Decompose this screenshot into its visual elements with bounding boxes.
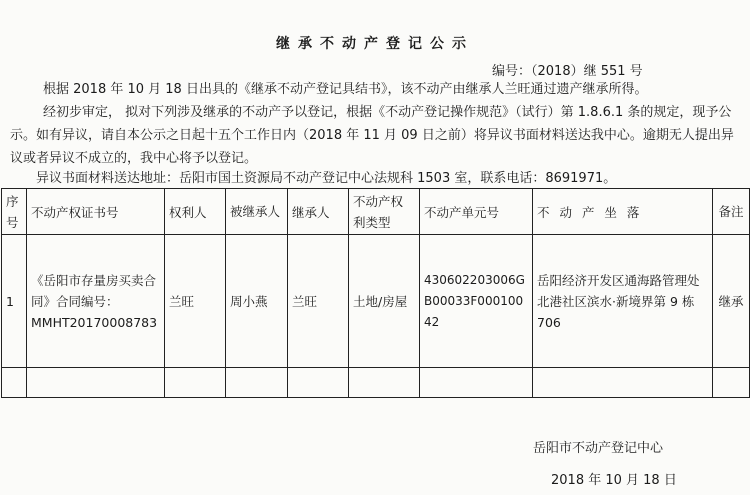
- cell-heir: 兰旺: [288, 235, 349, 368]
- page-title: 继承不动产登记公示: [276, 36, 474, 52]
- cell-decedent: 周小燕: [226, 235, 288, 368]
- document-number: 编号：（2018）继 551 号: [492, 64, 643, 79]
- cell-unit: 430602203006GB00033F00010042: [420, 235, 533, 368]
- table-row-empty: [2, 368, 750, 398]
- header-seq: 序号: [2, 189, 27, 235]
- cell-seq: 1: [2, 235, 27, 368]
- cell-location: 岳阳经济开发区通海路管理处北港社区滨水·新境界第 9 栋 706: [533, 235, 713, 368]
- paragraph-basis: 根据 2018 年 10 月 18 日出具的《继承不动产登记具结书》，该不动产由继承人兰旺通过遗产继承所得。: [43, 82, 648, 97]
- header-note: 备注: [713, 189, 750, 235]
- paragraph-review: 经初步审定， 拟对下列涉及继承的不动产予以登记，根据《不动产登记操作规范》（试行）第 1.8.6.1 条的规定，现予公示。如有异议，请自本公示之日起十五个工作日内（2018 年 11 月 09 日之前）将异议书面材料送达我中心。逾期无人提出异议或者异议不成立的，我中心将予以登记。: [10, 105, 734, 166]
- header-unit: 不动产单元号: [420, 189, 533, 235]
- header-heir: 继承人: [288, 189, 349, 235]
- cell-cert: 《岳阳市存量房买卖合同》合同编号：MMHT20170008783: [27, 235, 165, 368]
- header-right-type: 不动产权利类型: [349, 189, 420, 235]
- header-location: 不 动 产 坐 落: [533, 189, 713, 235]
- cell-holder: 兰旺: [165, 235, 226, 368]
- cell-note: 继承: [713, 235, 750, 368]
- table-header-row: [2, 189, 750, 235]
- cell-right-type: 土地/房屋: [349, 235, 420, 368]
- table-row: [2, 235, 750, 368]
- issuer-signature: 岳阳市不动产登记中心: [533, 441, 664, 456]
- header-holder: 权利人: [165, 189, 226, 235]
- issue-date: 2018 年 10 月 18 日: [551, 473, 677, 488]
- property-table: [1, 188, 750, 398]
- header-cert: 不动产权证书号: [27, 189, 165, 235]
- header-decedent: 被继承人: [226, 189, 288, 235]
- paragraph-objection-address: 异议书面材料送达地址：岳阳市国土资源局不动产登记中心法规科 1503 室，联系电话：8691971。: [36, 171, 617, 186]
